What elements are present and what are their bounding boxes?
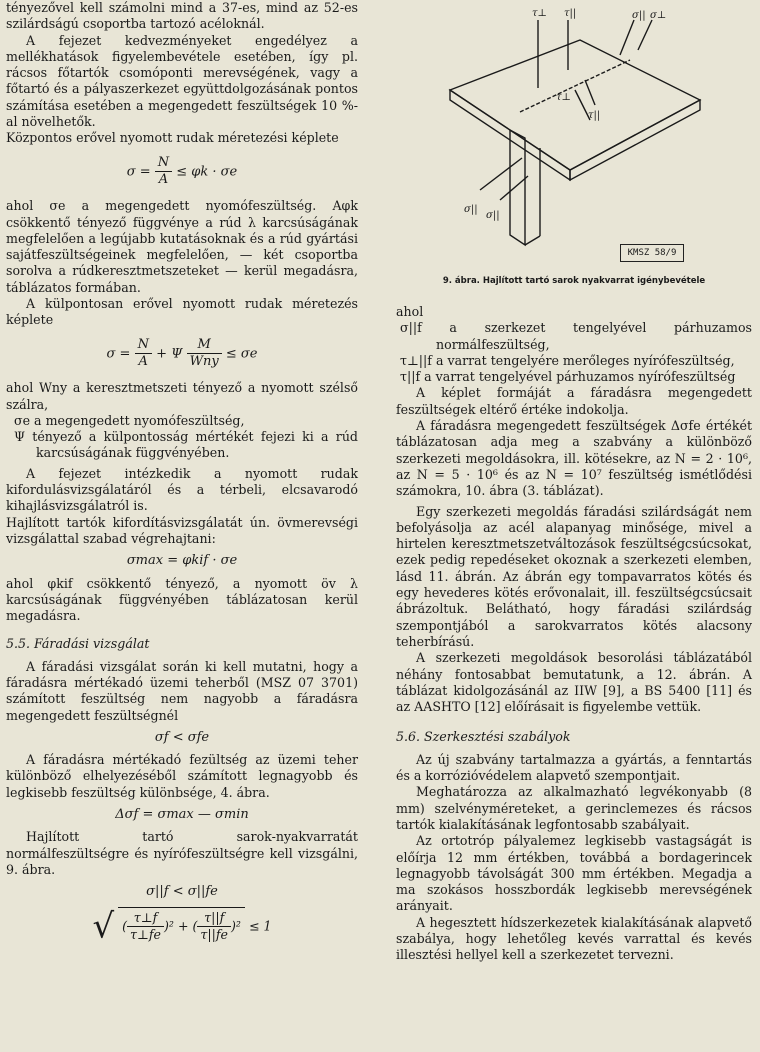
label-tau-perp-top: τ⊥ — [532, 8, 547, 19]
paragraph: A külpontosan erővel nyomott rudak méretezés képlete — [6, 296, 358, 328]
left-column — [6, 0, 358, 947]
label-tau-par-top: τ|| — [564, 8, 577, 19]
paragraph: ahol — [396, 304, 424, 319]
formula-lateral: σmax = φkif · σe — [126, 553, 238, 569]
paragraph: tényezővel kell számolni mind a 37-es, mind az 52-es szilárdságú csoportba tartozó acéloknál. — [6, 0, 358, 32]
paragraph: A fejezet kedvezményeket engedélyez a mellékhatások figyelembevétele esetében, így pl. rácsos főtartók csomóponti merevségének, vagy a főtartó és a pályaszerkezet együttdolgozásának pontos számítása esetében a megengedett feszültségek 10 %-al növelhetők. — [6, 32, 358, 130]
formula-delta: Δσf = σmax — σmin — [115, 807, 249, 823]
paragraph: ahol Wny a keresztmetszeti tényező a nyomott szélső szálra, — [6, 380, 358, 412]
numerator: τ||f — [197, 910, 231, 927]
figure-caption: 9. ábra. Hajlított tartó sarok nyakvarrat igénybevétele — [442, 276, 706, 286]
paragraph: A képlet formáját a fáradásra megengedett feszültségek eltérő értéke indokolja. — [396, 385, 752, 417]
fraction — [187, 337, 222, 371]
label-sigma-par-low: σ|| — [464, 204, 478, 215]
root-sign: √ — [92, 906, 115, 947]
formula-text: ≤ 1 — [248, 917, 272, 933]
label-tau-par-mid: τ|| — [588, 110, 601, 121]
denominator: A — [138, 353, 148, 369]
fraction — [127, 910, 164, 944]
formula-normal: σ||f < σ||fe — [146, 884, 218, 900]
formula-text: + Ψ — [156, 345, 183, 361]
paragraph: Hajlított tartó sarok-nyakvarratát normálfeszültségre és nyírófeszültségre kell vizsgálni, 9. ábra. — [6, 829, 358, 877]
paragraph: A hegesztett hídszerkezetek kialakításának alapvető szabálya, hogy lehetőleg kevés varrattal és kevés illesztési hellyel kell a szerkezetet tervezni. — [396, 914, 752, 963]
formula-root — [6, 906, 358, 947]
paragraph: ahol φkif csökkentő tényező, a nyomott öv λ karcsúságának függvényében táblázatosan kerül megadásra. — [6, 575, 358, 624]
paragraph: A fáradásra megengedett feszültségek Δσfe értékét táblázatosan adja meg a szabvány a különböző szerkezeti megoldásokra, ill. kötésekre, az N = 2 · 10⁶, az N = 5 · 10⁶ és az N = 10⁷ feszültség ismétlődési számokra, 10. ábra (3. táblázat). — [396, 418, 752, 499]
section-heading: 5.5. Fáradási vizsgálat — [6, 636, 150, 652]
numerator: N — [135, 337, 152, 354]
figure-stamp: KMSZ 58/9 — [620, 244, 684, 262]
symbol-definition: τ⊥||f a varrat tengelyére merőleges nyírófeszültség, — [400, 352, 735, 368]
numerator: M — [187, 337, 222, 354]
denominator: A — [158, 171, 169, 187]
paragraph: A fáradásra mértékadó fezültség az üzemi teher különböző elhelyezéséből számított legnagyobb és legkisebb feszültség különbsége, 4. ábra. — [6, 752, 358, 800]
fraction — [135, 337, 152, 371]
formula-text: ≤ σe — [225, 345, 258, 361]
paragraph: Meghatározza az alkalmazható legvékonyabb (8 mm) szelvényméreteket, a gerinclemezes és rácsos tartók kialakításának legfontosabb szabályait. — [396, 784, 752, 832]
formula-text: ≤ φk · σe — [176, 163, 238, 179]
paragraph: ahol σe a megengedett nyomófeszültség. Aφk csökkentő tényező függvénye a rúd λ karcsúságának megfelelően a legújabb kutatásoknak és a rúd gyártási sajátfeszültségeinek megfelelően, — két csoportba sorolva a rúdkeresztmetszeteket — kerül megadásra, táblázatos formában. — [6, 198, 358, 295]
paragraph: Az ortotróp pályalemez legkisebb vastagságát is előírja 12 mm értékben, továbbá a bordagerincek legnagyobb távolságát 300 mm értékben. Megadja a ma szokásos hosszbordák legkisebb merevségének arányait. — [396, 833, 752, 914]
paragraph: A szerkezeti megoldások besorolási táblázatából néhány fontosabbat bemutatunk, a 12. ábrán. A táblázat kidolgozásánál az IIW [9], a BS 5400 [11] és az AASHTO [12] előírásait is figyelembe vettük. — [396, 650, 752, 715]
formula-fatigue: σf < σfe — [154, 729, 210, 745]
denominator: Wny — [189, 353, 219, 369]
figure-9 — [420, 0, 720, 270]
denominator: τ⊥fe — [130, 926, 161, 942]
fraction — [197, 910, 231, 944]
label-sigma-par-low2: σ|| — [486, 210, 500, 221]
numerator: τ⊥f — [127, 910, 164, 927]
label-sigma-perp-top: σ⊥ — [650, 10, 667, 21]
top-plate — [450, 40, 700, 170]
section-heading: 5.6. Szerkesztési szabályok — [396, 729, 571, 745]
paragraph: Központos erővel nyomott rudak méretezési képlete — [6, 130, 339, 146]
formula-text: σ = — [106, 345, 131, 361]
symbol-definition: τ||f a varrat tengelyével párhuzamos nyírófeszültség — [400, 369, 736, 385]
web-plate — [510, 130, 525, 245]
denominator: τ||fe — [200, 926, 228, 942]
list-item: Ψ tényező a külpontosság mértékét fejezi ki a rúd karcsúságának függvényében. — [14, 429, 358, 461]
symbol-definition: σ||f a szerkezet tengelyével párhuzamos normálfeszültség, — [400, 320, 752, 352]
right-column — [396, 304, 752, 964]
label-sigma-par-top: σ|| — [632, 10, 646, 21]
formula-centric — [6, 155, 358, 189]
label-tau-perp-mid: τ⊥ — [556, 92, 571, 103]
paragraph: Egy szerkezeti megoldás fáradási szilárdságát nem befolyásolja az acél alapanyag minősége, mivel a hirtelen keresztmetszetváltozások feszültségcsúcsokat, ezek pedig repedéseket okoznak a szerkezeti elemben, lásd 11. ábrán. Az ábrán egy tompavarratos kötés és egy hevederes kötés erővonalait, ill. feszültségcsúcsait ábrázoltuk. Belátható, hogy fáradási szilárdság szempontjából a sarokvarratos kötés alacsony teherbírású. — [396, 503, 752, 649]
paragraph: Hajlított tartók kifordításvizsgálatát ún. övmerevségi vizsgálattal szabad végrehajtani: — [6, 514, 358, 546]
root-body: ( $\frac{\tau\perp f}{\tau\perp fe}$ )² + ( $\frac{\tau||f}{\tau||fe}$ )² — [118, 907, 245, 944]
formula-text: σ = — [126, 163, 151, 179]
paragraph: A fáradási vizsgálat során ki kell mutatni, hogy a fáradásra mértékadó üzemi teherből (MSZ 07 3701) számított feszültség nem nagyobb a fáradásra megengedett feszültségnél — [6, 658, 358, 723]
formula-eccentric — [6, 337, 358, 371]
fraction — [155, 155, 172, 189]
paragraph: Az új szabvány tartalmazza a gyártás, a fenntartás és a korrózióvédelem alapvető szempontjait. — [396, 751, 752, 784]
list-item: σe a megengedett nyomófeszültség, — [14, 412, 245, 428]
numerator: N — [155, 155, 172, 172]
paragraph: A fejezet intézkedik a nyomott rudak kifordulásvizsgálatáról és a térbeli, elcsavarodó kihajlásvizsgálatról is. — [6, 465, 358, 514]
